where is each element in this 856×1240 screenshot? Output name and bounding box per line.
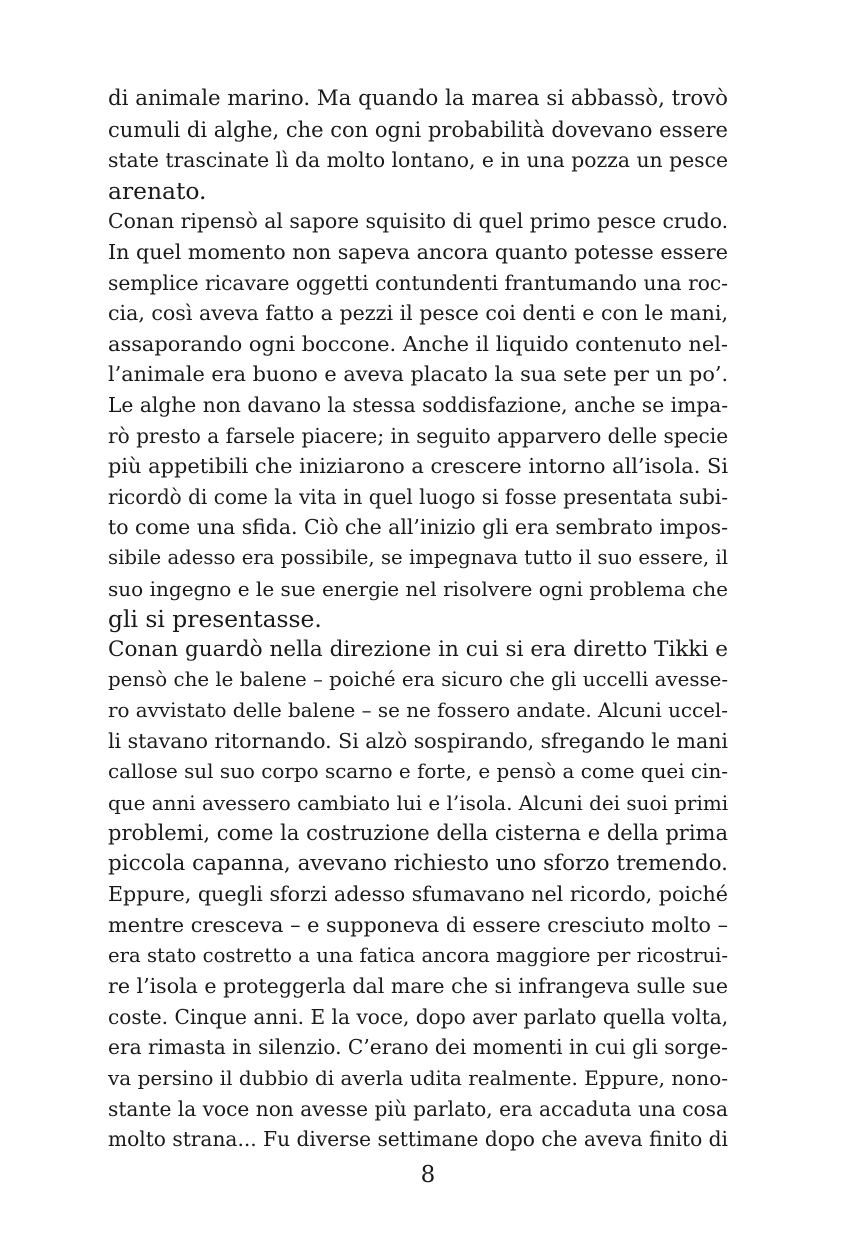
text-line: que anni avessero cambiato lui e l’isola. Alcuni dei suoi primi [108,790,729,815]
text-line: li stavano ritornando. Si alzò sospirando, sfregando le mani [108,729,728,754]
text-line: va persino il dubbio di averla udita realmente. Eppure, nono- [108,1066,728,1090]
text-line: piccola capanna, avevano richiesto uno sforzo tremendo. [108,850,728,876]
text-line: pensò che le balene – poiché era sicuro che gli uccelli avesse- [108,668,729,692]
text-line: sibile adesso era possibile, se impegnava tutto il suo essere, il [108,545,728,569]
text-line: coste. Cinque anni. E la voce, dopo aver parlato quella volta, [108,1004,729,1029]
text-line: cumuli di alghe, che con ogni probabilità dovevano essere [108,116,728,142]
text-line: mentre cresceva – e supponeva di essere cresciuto molto – [108,913,728,938]
text-line: semplice ricavare oggetti contundenti frantumando una roc- [108,270,728,295]
text-line: più appetibili che iniziarono a crescere intorno all’isola. Si [108,454,728,479]
text-line: Conan guardò nella direzione in cui si era diretto Tikki e [108,636,728,662]
text-line: re l’isola e proteggerla dal mare che si infrangeva sulle sue [108,974,728,999]
text-line: l’animale era buono e aveva placato la sua sete per un po’. [108,362,729,387]
text-line: gli si presentasse. [108,605,322,634]
text-line: state trascinate lì da molto lontano, e in una pozza un pesce [108,148,728,173]
text-line: Eppure, quegli sforzi adesso sfumavano nel ricordo, poiché [108,882,728,907]
text-line: ricordò di come la vita in quel luogo si fosse presentata subi- [108,484,728,509]
text-line: era rimasta in silenzio. C’erano dei momenti in cui gli sorge- [108,1035,728,1060]
text-line: ro avvistato delle balene – se ne fossero andate. Alcuni uccel- [108,698,728,722]
text-line: assaporando ogni boccone. Anche il liquido contenuto nel- [108,331,728,356]
page-number: 8 [420,1162,436,1188]
text-line: cia, così aveva fatto a pezzi il pesce coi denti e con le mani, [108,301,728,326]
text-line: In quel momento non sapeva ancora quanto potesse essere [108,239,728,264]
body-text [108,84,728,1155]
text-line: Le alghe non davano la stessa soddisfazione, anche se impa- [108,392,729,417]
text-line: arenato. [108,176,207,205]
text-line: callose sul suo corpo scarno e forte, e pensò a come quei cin- [108,760,728,784]
text-line: suo ingegno e le sue energie nel risolvere ogni problema che [108,576,728,601]
text-line: Conan ripensò al sapore squisito di quel primo pesce crudo. [108,209,729,234]
text-line: problemi, come la costruzione della cisterna e della prima [108,820,728,846]
text-line: era stato costretto a una fatica ancora maggiore per ricostrui- [108,943,728,967]
text-line: rò presto a farsele piacere; in seguito apparvero delle specie [108,423,729,448]
text-line: stante la voce non avesse più parlato, era accaduta una cosa [108,1096,728,1121]
text-line: di animale marino. Ma quando la marea si abbassò, trovò [108,86,728,111]
text-line: molto strana... Fu diverse settimane dopo che aveva finito di [108,1127,728,1152]
text-line: to come una sfida. Ciò che all’inizio gli era sembrato impos- [108,515,728,540]
